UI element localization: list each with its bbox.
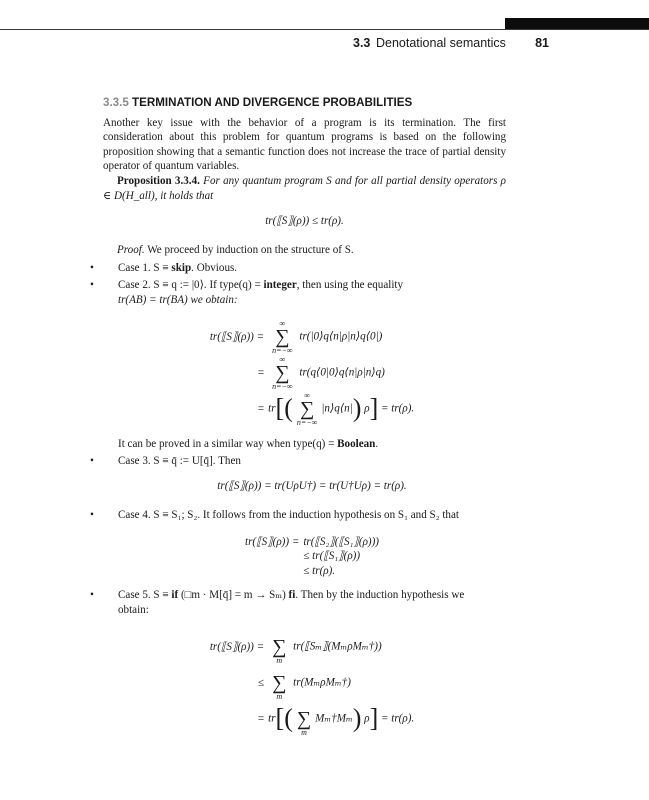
sum-top: ∞ <box>304 391 310 401</box>
case-2-eq3-left: tr <box>268 402 276 415</box>
case-list <box>90 261 506 738</box>
sum-bottom: n=−∞ <box>272 346 293 356</box>
proposition <box>103 174 506 203</box>
case-2-prefix: Case 2. S ≡ q := |0⟩. If type(q) = <box>118 278 264 291</box>
case-2-eq3-result: = tr(ρ). <box>381 402 415 415</box>
section-heading <box>103 96 506 111</box>
case-3-display: tr(⟦S⟧(ρ)) = tr(UρU†) = tr(U†Uρ) = tr(ρ). <box>217 480 407 493</box>
case-5-eq1-lhs: tr(⟦S⟧(ρ)) = <box>209 641 265 654</box>
case-2-eq3-inner: |n⟩q⟨n| <box>321 402 353 415</box>
case-5-suffix: . Then by the induction hypothesis we <box>295 589 465 602</box>
case-2-suffix: , then using the equality <box>296 278 404 291</box>
case-5-eq3-left: tr <box>268 713 276 726</box>
running-head-title: Denotational semantics <box>376 36 506 50</box>
page-body <box>90 96 507 747</box>
case-5-eq1-rhs: tr(⟦Sₘ⟧(MₘρMₘ†)) <box>293 641 382 654</box>
intro-paragraph: Another key issue with the behavior of a program is its termination. The first consideration about this problem for quantum programs is based on the following proposition showing that a semantic function does not increase the trace of partial density operator of quantum variables. <box>103 116 506 173</box>
sum-bottom: m <box>276 656 283 666</box>
running-head <box>0 36 549 54</box>
case-2-line2: tr(AB) = tr(BA) we obtain: <box>118 293 238 306</box>
sum-symbol: ∞ ∑ n=−∞ <box>272 355 293 392</box>
proposition-statement: For any quantum program S and for all partial density operators ρ ∈ D(H_all), it holds that <box>103 174 507 202</box>
proof-label: Proof. <box>117 243 145 256</box>
case-2-eq3-rho: ρ <box>364 402 370 415</box>
case-3: • Case 3. S ≡ q̄ := U[q̄]. Then tr(⟦S⟧(ρ)) = tr(UρU†) = tr(U†Uρ) = tr(ρ). <box>103 454 506 494</box>
case-5: • Case 5. S ≡ if (□m · M[q̄] = m → Sₘ) fi. Then by the induction hypothesis we obtain: tr(⟦S⟧(ρ)) = ∑ m tr(⟦Sₘ⟧(MₘρMₘ†)) ≤ ∑ m tr(MₘρMₘ†) = tr[( ∑ m Mₘ†Mₘ) ρ] = tr(ρ). <box>103 588 506 737</box>
header-bar <box>505 18 649 29</box>
sum-bottom: m <box>301 728 307 738</box>
case-5-fi-keyword: fi <box>288 589 296 602</box>
case-5-eq3-rho: ρ <box>364 713 370 726</box>
case-1-keyword: skip <box>171 262 192 275</box>
case-2-after-keyword: Boolean <box>337 438 376 451</box>
case-2-after-prefix: It can be proved in a similar way when type(q) = <box>118 438 338 451</box>
page-number: 81 <box>535 36 549 50</box>
sum-bottom: n=−∞ <box>296 418 318 428</box>
case-4-line2-rhs: ≤ tr(⟦S₁⟧(ρ)) <box>303 550 361 563</box>
case-4-text: Case 4. S ≡ S₁; S₂. It follows from the induction hypothesis on S₁ and S₂ that <box>118 508 459 521</box>
case-5-equations: tr(⟦S⟧(ρ)) = ∑ m tr(⟦Sₘ⟧(MₘρMₘ†)) ≤ ∑ m tr(MₘρMₘ†) = tr[( ∑ m Mₘ†Mₘ) ρ] = tr(ρ). <box>118 629 506 737</box>
case-1-prefix: Case 1. S ≡ <box>118 262 172 275</box>
case-4: • Case 4. S ≡ S₁; S₂. It follows from the induction hypothesis on S₁ and S₂ that tr(⟦S⟧(ρ)) = tr(⟦S₂⟧(⟦S₁⟧(ρ))) ≤ tr(⟦S₁⟧(ρ)) ≤ tr(ρ). <box>103 508 506 578</box>
case-2-eq2-rhs: tr(q⟨0|0⟩q⟨n|ρ|n⟩q) <box>299 366 385 379</box>
case-5-middle: (□m · M[q̄] = m → Sₘ) <box>178 589 289 602</box>
sum-symbol: ∑ m <box>272 636 287 666</box>
case-5-prefix: Case 5. S ≡ <box>118 589 172 602</box>
case-5-line2: obtain: <box>118 603 149 616</box>
proof-text: We proceed by induction on the structure of S. <box>147 243 354 256</box>
case-3-text: Case 3. S ≡ q̄ := U[q̄]. Then <box>118 454 241 467</box>
sum-top: ∞ <box>279 319 286 329</box>
sum-symbol: ∑ m <box>272 672 287 702</box>
proposition-label: Proposition 3.3.4. <box>117 174 200 187</box>
case-2-keyword: integer <box>263 278 297 291</box>
case-2-equations: tr(⟦S⟧(ρ)) = ∞ ∑ n=−∞ tr(|0⟩q⟨n|ρ|n⟩q⟨0|) = ∞ ∑ n=−∞ tr(q⟨0|0⟩q⟨n|ρ|n⟩q) = tr[( ∞ ∑ n=−∞ |n⟩q⟨n|) ρ] = tr(ρ). <box>209 319 415 428</box>
case-4-equations <box>118 535 506 579</box>
sum-symbol: ∞ ∑ n=−∞ <box>272 319 293 356</box>
header-rule <box>0 29 649 30</box>
case-4-line1-rhs: tr(⟦S₂⟧(⟦S₁⟧(ρ))) <box>303 535 379 548</box>
case-5-eq3-inner: Mₘ†Mₘ <box>315 713 353 726</box>
sum-symbol: ∑ m <box>296 708 312 738</box>
sum-bottom: n=−∞ <box>272 382 293 392</box>
sum-symbol: ∞ ∑ n=−∞ <box>296 391 318 428</box>
case-4-line3-rhs: ≤ tr(ρ). <box>303 564 336 577</box>
case-5-eq3-result: = tr(ρ). <box>381 713 415 726</box>
case-4-line1-lhs: tr(⟦S⟧(ρ)) = <box>245 535 300 548</box>
proof-intro <box>103 243 506 258</box>
case-1: • Case 1. S ≡ skip. Obvious. <box>90 262 238 275</box>
case-2: • Case 2. S ≡ q := |0⟩. If type(q) = integer, then using the equality tr(AB) = tr(BA) we obtain: tr(⟦S⟧(ρ)) = ∞ ∑ n=−∞ tr(|0⟩q⟨n|ρ|n⟩q⟨0|) = ∞ ∑ n=−∞ tr(q⟨0|0⟩q⟨n|ρ|n⟩q) = tr[( ∞ ∑ n=−∞ |n⟩q⟨n|) ρ] = tr(ρ). It can be proved in a similar way when type(q) = Boolean. <box>103 278 506 452</box>
case-2-after-suffix: . <box>375 438 379 451</box>
section-title: TERMINATION AND DIVERGENCE PROBABILITIES <box>132 96 413 109</box>
case-2-eq1-rhs: tr(|0⟩q⟨n|ρ|n⟩q⟨0|) <box>299 330 383 343</box>
case-5-if-keyword: if <box>171 589 179 602</box>
case-1-suffix: . Obvious. <box>191 262 238 275</box>
case-2-eq1-lhs: tr(⟦S⟧(ρ)) = <box>209 330 265 343</box>
running-head-section-number: 3.3 <box>353 36 371 50</box>
case-5-eq2-rhs: tr(MₘρMₘ†) <box>293 677 351 690</box>
section-number: 3.3.5 <box>103 96 129 109</box>
sum-top: ∞ <box>279 355 286 365</box>
sum-bottom: m <box>276 692 283 702</box>
proposition-display: tr(⟦S⟧(ρ)) ≤ tr(ρ). <box>265 215 344 228</box>
